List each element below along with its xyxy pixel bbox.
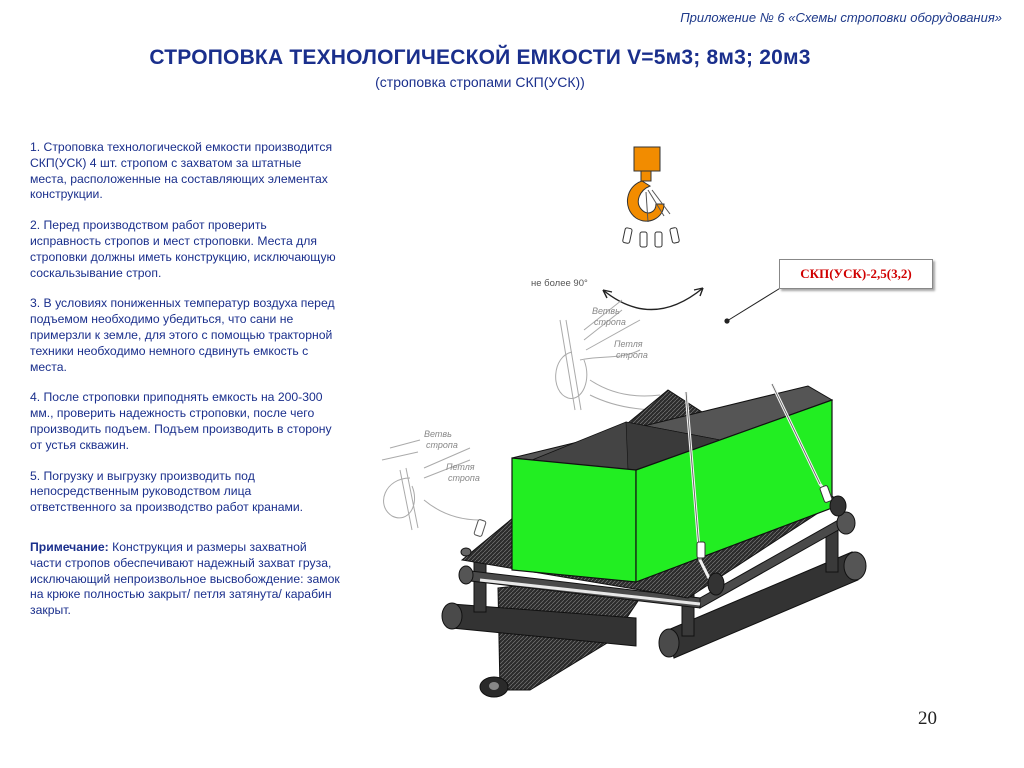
appendix-caption: Приложение № 6 «Схемы строповки оборудования» <box>680 10 1002 25</box>
detail-label-loop: стропа <box>448 473 480 483</box>
note-label: Примечание: <box>30 539 109 554</box>
detail-label-loop: стропа <box>616 350 648 360</box>
detail-label-branch: стропа <box>594 317 626 327</box>
detail-label-branch: Ветвь <box>424 429 452 439</box>
sling-loops-icon <box>622 227 679 247</box>
page-number: 20 <box>918 708 937 729</box>
note-text: Конструкция и размеры захватной части стропов обеспечивают надежный захват груза, исключающий непроизвольное высвобождение: замок на крюке полностью закрыт/ петля затянута/ карабин закрыт. <box>30 539 340 618</box>
page-subtitle: (строповка стропами СКП(УСК)) <box>375 74 585 90</box>
detail-label-branch: стропа <box>426 440 458 450</box>
instruction-item: 5. Погрузку и выгрузку производить под непосредственным руководством лица ответственного за производство работ кранами. <box>30 468 304 515</box>
detail-label-branch: Ветвь <box>592 306 620 316</box>
crane-hook-icon <box>627 147 670 222</box>
detail-label-loop: Петля <box>614 339 643 349</box>
page-title: СТРОПОВКА ТЕХНОЛОГИЧЕСКОЙ ЕМКОСТИ V=5м3; 8м3; 20м3 <box>149 46 811 69</box>
detail-label-loop: Петля <box>446 462 475 472</box>
label-leader-line <box>724 287 782 324</box>
instruction-item: 2. Перед производством работ проверить исправность стропов и мест строповки. Места для строповки должны иметь конструкцию, исключающую соскальзывание строп. <box>30 218 336 280</box>
sling-type-label: СКП(УСК)-2,5(3,2) <box>779 259 933 289</box>
instruction-item: 1. Строповка технологической емкости производится СКП(УСК) 4 шт. стропом с захватом за штатные места, расположенные на составляющих элементах конструкции. <box>30 140 333 202</box>
angle-label: не более 90° <box>531 278 588 289</box>
instruction-item: 3. В условиях пониженных температур воздуха перед подъемом необходимо убедиться, что сани не примерзли к земле, для этого с помощью тракторной техники необходимо немного сдвинуть емкость с места. <box>30 296 335 374</box>
instruction-item: 4. После строповки приподнять емкость на 200-300 мм., проверить надежность строповки, после чего производить подъем. Подъем производить в сторону от устья скважин. <box>30 390 332 452</box>
spare-loop-icon <box>474 519 487 537</box>
